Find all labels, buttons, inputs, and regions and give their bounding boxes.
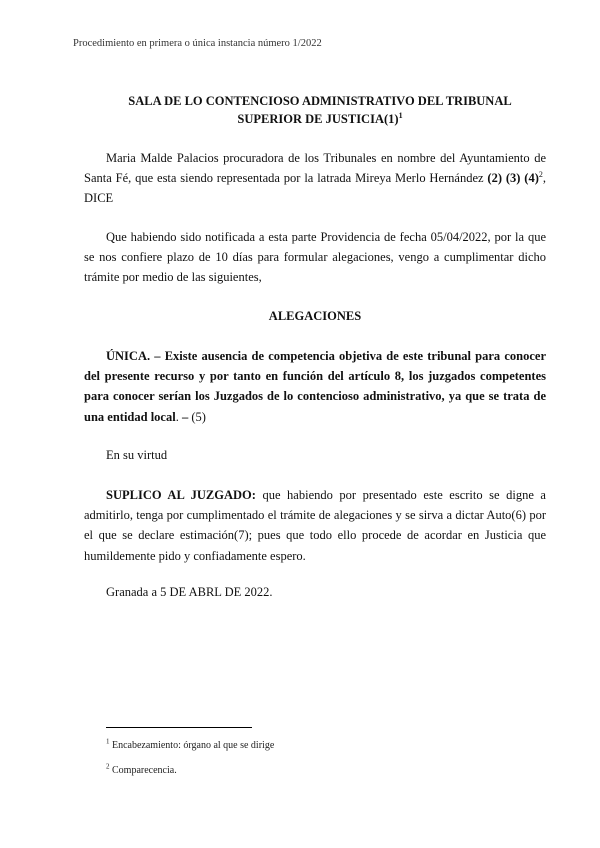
intro-text: Maria Malde Palacios procuradora de los Tribunales en nombre del Ayuntamiento de Santa Fé, que esta siendo representada por la latrada Mireya Merlo Hernández — [84, 151, 546, 186]
court-title-line-1: SALA DE LO CONTENCIOSO ADMINISTRATIVO DEL TRIBUNAL — [128, 94, 512, 108]
footnote-1 — [106, 737, 275, 751]
court-title-text: SUPERIOR DE JUSTICIA(1) — [237, 112, 399, 126]
footnote-2 — [106, 762, 177, 776]
intro-refs: (2) (3) (4) — [487, 171, 539, 186]
footnote-1-text: Encabezamiento: órgano al que se dirige — [109, 740, 275, 751]
unica-paragraph — [84, 346, 546, 427]
intro-paragraph — [84, 148, 546, 209]
footnote-2-text: Comparecencia. — [109, 765, 177, 776]
court-title-line-2 — [120, 109, 520, 129]
unica-dot: . — [175, 409, 179, 424]
footnote-ref-2: 2 — [538, 170, 543, 180]
footnote-separator — [106, 727, 252, 728]
unica-bold-text: ÚNICA. – Existe ausencia de competencia objetiva de este tribunal para conocer del presente recurso y por tanto en función del artículo 8, los juzgados competentes para conocer serían los Juzgados de lo contencioso administrativo, ya que se trata de una entidad local — [84, 349, 546, 424]
notice-paragraph: Que habiendo sido notificada a esta parte Providencia de fecha 05/04/2022, por la que se nos confiere plazo de 10 días para formular alegaciones, vengo a cumplimentar dicho trámite por medio de las siguientes, — [84, 230, 546, 285]
footnote-2-number: 2 — [106, 762, 110, 771]
date-line: Granada a 5 DE ABRL DE 2022. — [106, 585, 273, 599]
footnote-ref-1: 1 — [398, 110, 403, 120]
intro-tail: , DICE — [84, 171, 546, 206]
alegaciones-heading: ALEGACIONES — [268, 309, 362, 323]
footnote-1-number: 1 — [106, 737, 110, 746]
unica-ref: (5) — [188, 409, 206, 424]
suplico-paragraph — [84, 485, 546, 566]
running-header: Procedimiento en primera o única instancia número 1/2022 — [73, 38, 322, 49]
en-su-virtud: En su virtud — [106, 448, 168, 462]
unica-dash: – — [178, 409, 189, 424]
suplico-text: que habiendo por presentado este escrito se digne a admitirlo, tenga por cumplimentado el trámite de alegaciones y se sirva a dictar Auto(6) por el que se declare estimación(7); pues que todo ello procede de acordar en Justicia que humildemente pido y confiadamente espero. — [84, 488, 546, 563]
suplico-label: SUPLICO AL JUZGADO: — [106, 488, 256, 502]
